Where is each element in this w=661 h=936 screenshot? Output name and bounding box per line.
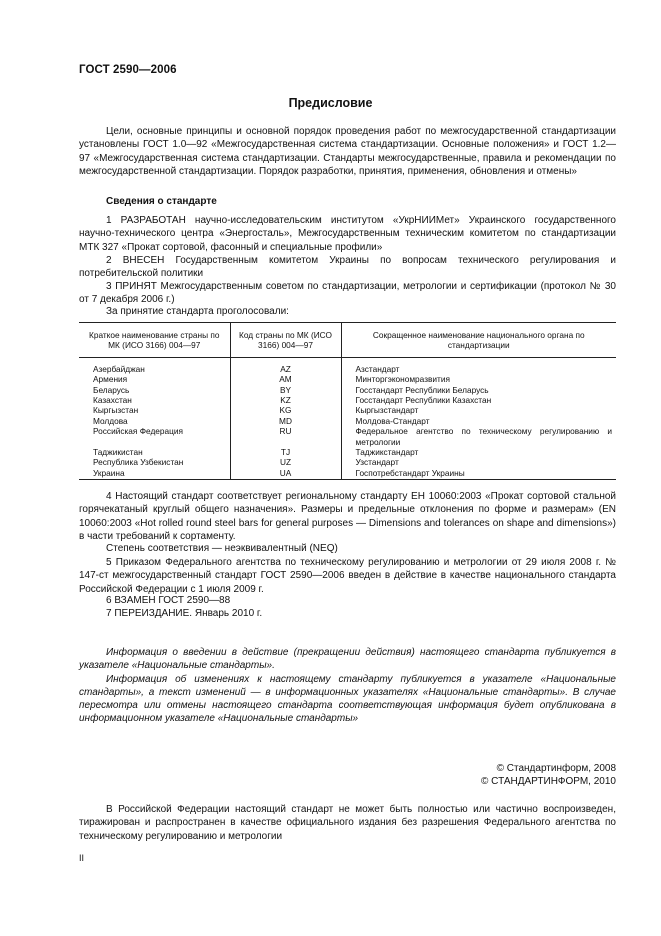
table-header-row [79,323,616,358]
standards-body: Азстандарт [341,357,616,374]
table-row [79,416,616,426]
item-2-paragraph [79,254,616,281]
standards-body: Узстандарт [341,457,616,467]
item-5-paragraph [79,556,616,596]
header-country-name: Краткое наименование страны по МК (ИСО 3166) 004—97 [79,323,230,358]
item-3-text: 3 ПРИНЯТ Межгосударственным советом по стандартизации, метрологии и сертификации (протокол № 30 от 7 декабря 2006 г.) [79,281,616,306]
voted-label: За принятие стандарта проголосовали: [106,306,289,317]
page-number: II [79,853,85,863]
table-row [79,447,616,457]
country-code: KZ [230,395,341,405]
table-row [79,457,616,467]
country-name: Республика Узбекистан [93,457,184,468]
table-row [79,357,616,374]
standards-body: Федеральное агентство по техническому регулированию и метрологии [341,426,616,447]
publication-notice [79,646,616,726]
copyright-2008: © Стандартинформ, 2008 [496,763,616,774]
country-name: Российская Федерация [93,426,184,437]
country-code: TJ [230,447,341,457]
standards-body: Госпотребстандарт Украины [341,468,616,480]
item-1-text: 1 РАЗРАБОТАН научно-исследовательским институтом «УкрНИИМет» Украинского государственного научно-технического центра «Энергосталь», Межгосударственным техническим комитетом по стандартизации МТК 327 «Прокат сортовой, фасонный и специальные профили» [79,215,616,253]
standards-body: Молдова-Стандарт [341,416,616,426]
table-row [79,374,616,384]
table-row [79,426,616,447]
legal-notice-paragraph [79,803,616,843]
header-country-code: Код страны по МК (ИСО 3166) 004—97 [230,323,341,358]
copyright-2010: © СТАНДАРТИНФОРМ, 2010 [481,776,616,787]
item-1-paragraph [79,214,616,254]
info-heading: Сведения о стандарте [106,196,217,207]
country-code: MD [230,416,341,426]
item-7-text: 7 ПЕРЕИЗДАНИЕ. Январь 2010 г. [106,608,263,619]
item-2-text: 2 ВНЕСЕН Государственным комитетом Украины по вопросам технического регулирования и потребительской политики [79,255,616,280]
intro-paragraph [79,125,616,178]
country-name: Кыргызстан [93,405,139,416]
intro-text: Цели, основные принципы и основной порядок проведения работ по межгосударственной стандартизации установлены ГОСТ 1.0—92 «Межгосударственная система стандартизации. Основные положения» и ГОСТ 1.2—97 «Межгосударственная система стандартизации. Стандарты межгосударственные, правила и рекомендации по межгосударственной стандартизации. Порядок разработки, принятия, применения, обновления и отмены» [79,126,616,177]
header-standards-body: Сокращенное наименование национального органа по стандартизации [341,323,616,358]
item-3-paragraph [79,280,616,307]
country-name: Казахстан [93,395,132,406]
member-states-table [79,322,616,480]
country-code: UZ [230,457,341,467]
item-4-paragraph [79,490,616,543]
country-code: AM [230,374,341,384]
standards-body: Госстандарт Республики Казахстан [341,395,616,405]
country-name: Азербайджан [93,363,145,374]
page-title: Предисловие [288,96,373,110]
item-4-text: 4 Настоящий стандарт соответствует региональному стандарту ЕН 10060:2003 «Прокат сортовой стальной горячекатаный круглый общего назначения». Размеры и предельные отклонения по форме и размерам» (EN 10060:2003 «Hot rolled round steel bars for general purposes — Dimensions and tolerances on shape and dimensions») в части требований к сортаменту. [79,491,616,542]
notice-paragraph-1: Информация о введении в действие (прекращении действия) настоящего стандарта публикуется в указателе «Национальные стандарты». [79,647,616,672]
country-name: Украина [79,468,230,480]
document-code: ГОСТ 2590—2006 [79,64,177,76]
standards-body: Госстандарт Республики Беларусь [341,385,616,395]
country-name: Беларусь [93,384,130,395]
country-name: Таджикистан [93,447,143,458]
country-code: KG [230,405,341,415]
country-code: RU [230,426,341,447]
table-row [79,395,616,405]
standards-body: Минторгэкономразвития [341,374,616,384]
table-row [79,468,616,480]
country-name: Молдова [93,415,128,426]
country-code: UA [230,468,341,480]
country-code: BY [230,385,341,395]
item-5-text: 5 Приказом Федерального агентства по техническому регулированию и метрологии от 29 июля 2008 г. № 147-ст межгосударственный стандарт ГОСТ 2590—2006 введен в действие в качестве национального стандарта Российской Федерации с 1 июля 2009 г. [79,557,616,595]
item-6-text: 6 ВЗАМЕН ГОСТ 2590—88 [106,595,231,606]
legal-notice-text: В Российской Федерации настоящий стандарт не может быть полностью или частично воспроизведен, тиражирован и распространен в качестве официального издания без разрешения Федерального агентства по техническому регулированию и метрологии [79,804,616,842]
country-code: AZ [230,357,341,374]
country-name: Армения [93,374,128,385]
standards-body: Кыргызстандарт [341,405,616,415]
table-row [79,385,616,395]
standards-body: Таджикстандарт [341,447,616,457]
table-row [79,405,616,415]
notice-paragraph-2: Информация об изменениях к настоящему стандарту публикуется в указателе «Национальные стандарты», а текст изменений — в информационных указателях «Национальные стандарты». В случае пересмотра или отмены настоящего стандарта соответствующая информация будет опубликована в информационном указателе «Национальные стандарты» [79,673,616,725]
conformity-degree: Степень соответствия — неэквивалентный (NEQ) [106,543,338,554]
